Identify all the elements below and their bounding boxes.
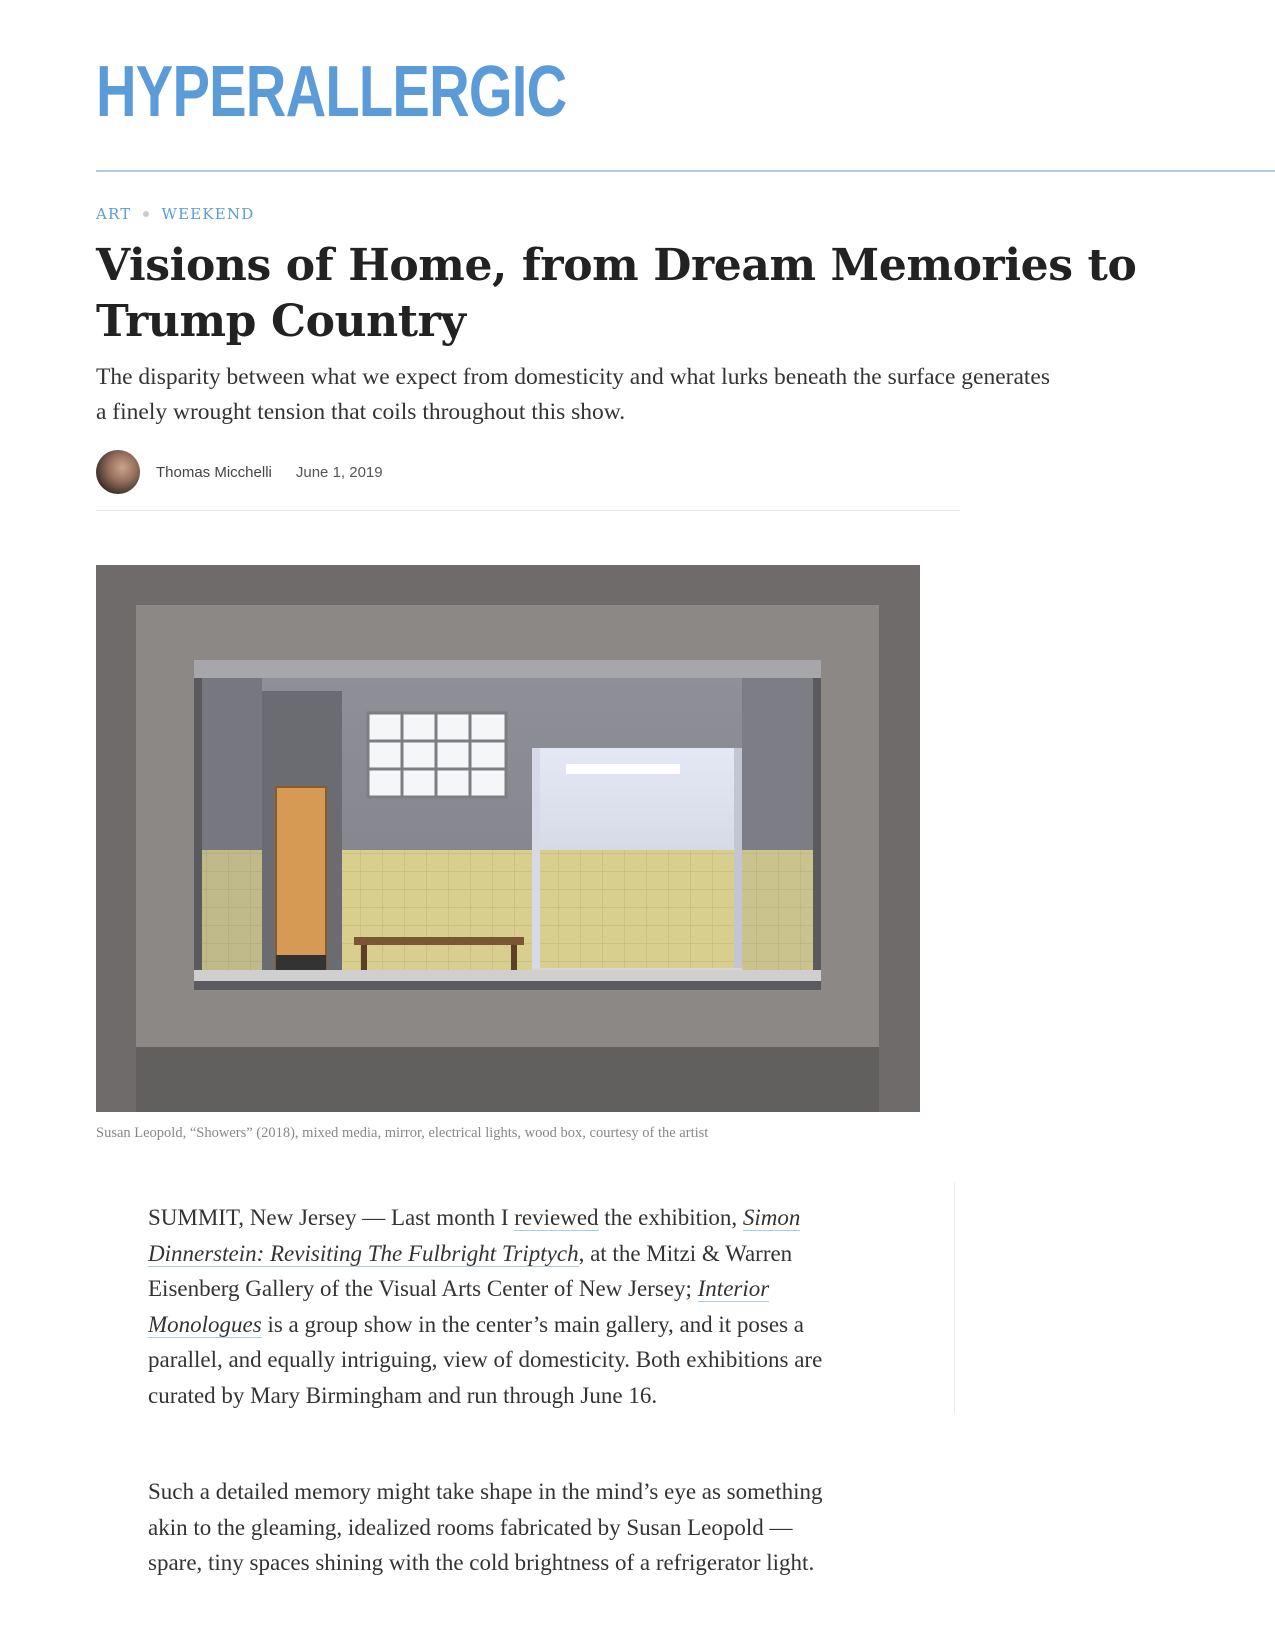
body-paragraph-2: Such a detailed memory might take shape in the mind’s eye as something akin to the gleaming, idealized rooms fabricated by Susan Leopold — spare, tiny spaces shining with the cold brightness of a refrigerator light. xyxy=(148,1479,823,1575)
paragraph-text: is a group show in the center’s main gallery, and it poses a parallel, and equally intriguing, view of domesticity. Both exhibitions are curated by Mary Birmingham and run through June 16. xyxy=(148,1311,823,1408)
byline xyxy=(96,450,383,494)
author-avatar[interactable] xyxy=(96,450,140,494)
header-divider xyxy=(96,170,1275,172)
category-weekend-link[interactable]: WEEKEND xyxy=(161,205,255,223)
article-dek: The disparity between what we expect from domesticity and what lurks beneath the surface generates a finely wrought tension that coils throughout this show. xyxy=(96,364,1050,425)
article-title: Visions of Home, from Dream Memories to Trump Country xyxy=(96,240,1137,347)
site-logo[interactable]: HYPERALLERGIC xyxy=(96,52,567,132)
author-name-link[interactable]: Thomas Micchelli xyxy=(156,463,272,481)
article-categories xyxy=(96,205,255,223)
interior-monologues-link[interactable]: Interior Monologues xyxy=(148,1276,770,1337)
image-caption: Susan Leopold, “Showers” (2018), mixed media, mirror, electrical lights, wood box, courtesy of the artist xyxy=(96,1125,709,1141)
body-paragraph-1 xyxy=(148,1200,848,1413)
category-separator-dot xyxy=(143,211,149,217)
publish-date: June 1, 2019 xyxy=(295,463,383,481)
reviewed-link[interactable]: reviewed xyxy=(514,1205,599,1230)
paragraph-text: SUMMIT, New Jersey — Last month I xyxy=(148,1205,515,1230)
paragraph-text: the exhibition, xyxy=(598,1205,743,1230)
body-side-divider xyxy=(954,1182,955,1414)
featured-artwork-image xyxy=(96,565,920,1112)
byline-divider xyxy=(96,510,960,511)
category-art-link[interactable]: ART xyxy=(96,205,132,223)
paragraph-text: , at the Mitzi & Warren Eisenberg Gallery of the Visual Arts Center of New Jersey; xyxy=(148,1240,793,1301)
exhibition-link[interactable]: Simon Dinnerstein: Revisiting The Fulbright Triptych xyxy=(148,1205,801,1266)
